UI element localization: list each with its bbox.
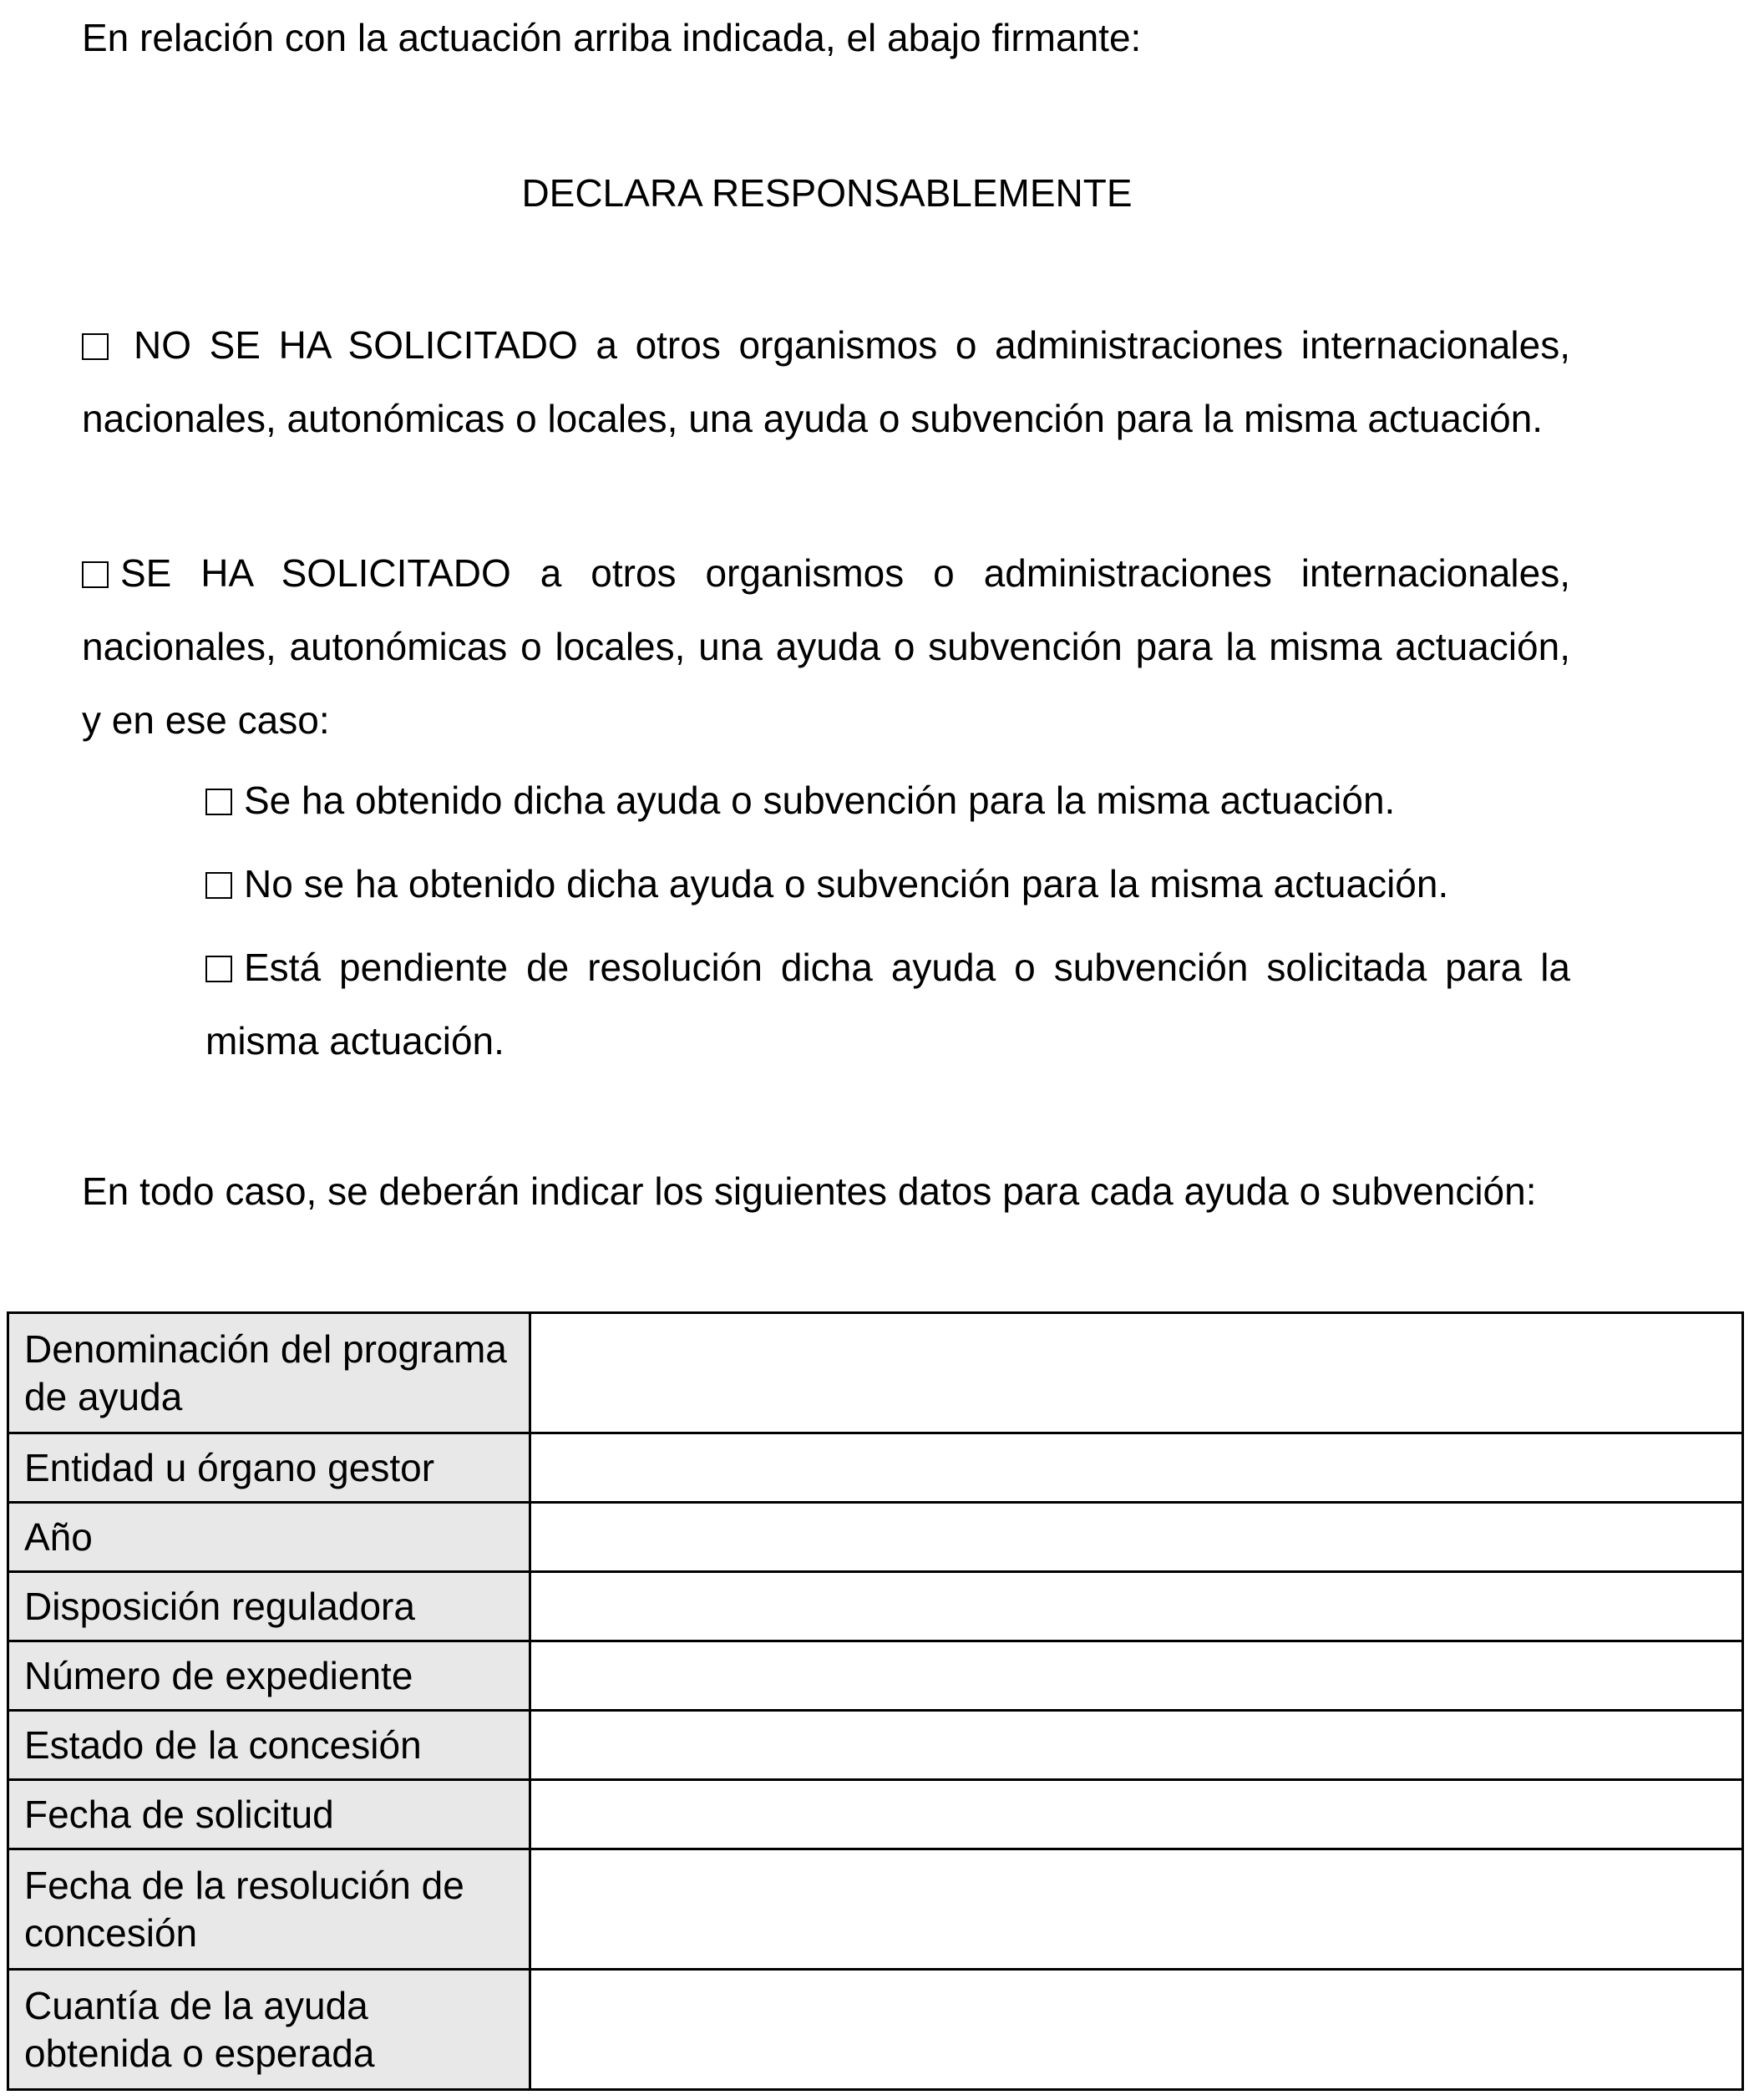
row-label-denominacion: Denominación del programa de ayuda [8,1313,530,1433]
checkbox-si-solicitado[interactable] [82,561,109,588]
sub-option-pendiente [205,931,1570,1078]
subsidy-data-table [7,1311,1744,2091]
row-label-estado: Estado de la concesión [8,1711,530,1780]
row-value-fecha-resolucion[interactable] [530,1849,1743,1970]
row-value-cuantia[interactable] [530,1970,1743,2090]
sub-option-no-obtenido-text: No se ha obtenido dicha ayuda o subvención para la misma actuación. [244,862,1449,905]
row-value-disposicion[interactable] [530,1572,1743,1641]
checkbox-no-obtenido[interactable] [205,872,232,899]
table-row [8,1970,1743,2090]
table-row [8,1711,1743,1780]
checkbox-no-solicitado[interactable] [82,333,109,360]
row-value-entidad[interactable] [530,1433,1743,1503]
checkbox-pendiente[interactable] [205,956,232,982]
option-no-solicitado-lead: NO SE HA SOLICITADO [134,323,578,367]
table-row [8,1313,1743,1433]
row-label-ano: Año [8,1503,530,1572]
row-label-fecha-resolucion: Fecha de la resolución de concesión [8,1849,530,1970]
sub-option-no-obtenido [205,847,1570,921]
table-row [8,1503,1743,1572]
declaration-heading: DECLARA RESPONSABLEMENTE [521,171,1133,215]
row-value-denominacion[interactable] [530,1313,1743,1433]
row-label-disposicion: Disposición reguladora [8,1572,530,1641]
sub-option-pendiente-text: Está pendiente de resolución dicha ayuda o subvención solicitada para la misma actuación. [205,946,1570,1063]
checkbox-obtenido[interactable] [205,789,232,815]
option-no-solicitado [82,308,1570,455]
row-label-entidad: Entidad u órgano gestor [8,1433,530,1503]
sub-option-obtenido-text: Se ha obtenido dicha ayuda o subvención para la misma actuación. [244,779,1396,822]
row-label-cuantia: Cuantía de la ayuda obtenida o esperada [8,1970,530,2090]
table-row [8,1641,1743,1711]
row-label-fecha-solicitud: Fecha de solicitud [8,1780,530,1849]
table-row [8,1780,1743,1849]
row-value-expediente[interactable] [530,1641,1743,1711]
option-no-solicitado-text: a otros organismos o administraciones internacionales, nacionales, autonómicas o locales, una ayuda o subvención para la misma actuación. [82,323,1570,440]
sub-option-obtenido [205,763,1570,837]
table-row [8,1572,1743,1641]
option-si-solicitado-lead: SE HA SOLICITADO [120,551,511,595]
row-value-ano[interactable] [530,1503,1743,1572]
row-label-expediente: Número de expediente [8,1641,530,1711]
table-row [8,1433,1743,1503]
table-row [8,1849,1743,1970]
option-si-solicitado-text: a otros organismos o administraciones internacionales, nacionales, autonómicas o locales, una ayuda o subvención para la misma actuación, y en ese caso: [82,551,1570,742]
option-si-solicitado [82,536,1570,757]
instructions-note: En todo caso, se deberán indicar los siguientes datos para cada ayuda o subvención: [82,1169,1537,1213]
row-value-fecha-solicitud[interactable] [530,1780,1743,1849]
row-value-estado[interactable] [530,1711,1743,1780]
intro-text: En relación con la actuación arriba indicada, el abajo firmante: [82,16,1142,59]
